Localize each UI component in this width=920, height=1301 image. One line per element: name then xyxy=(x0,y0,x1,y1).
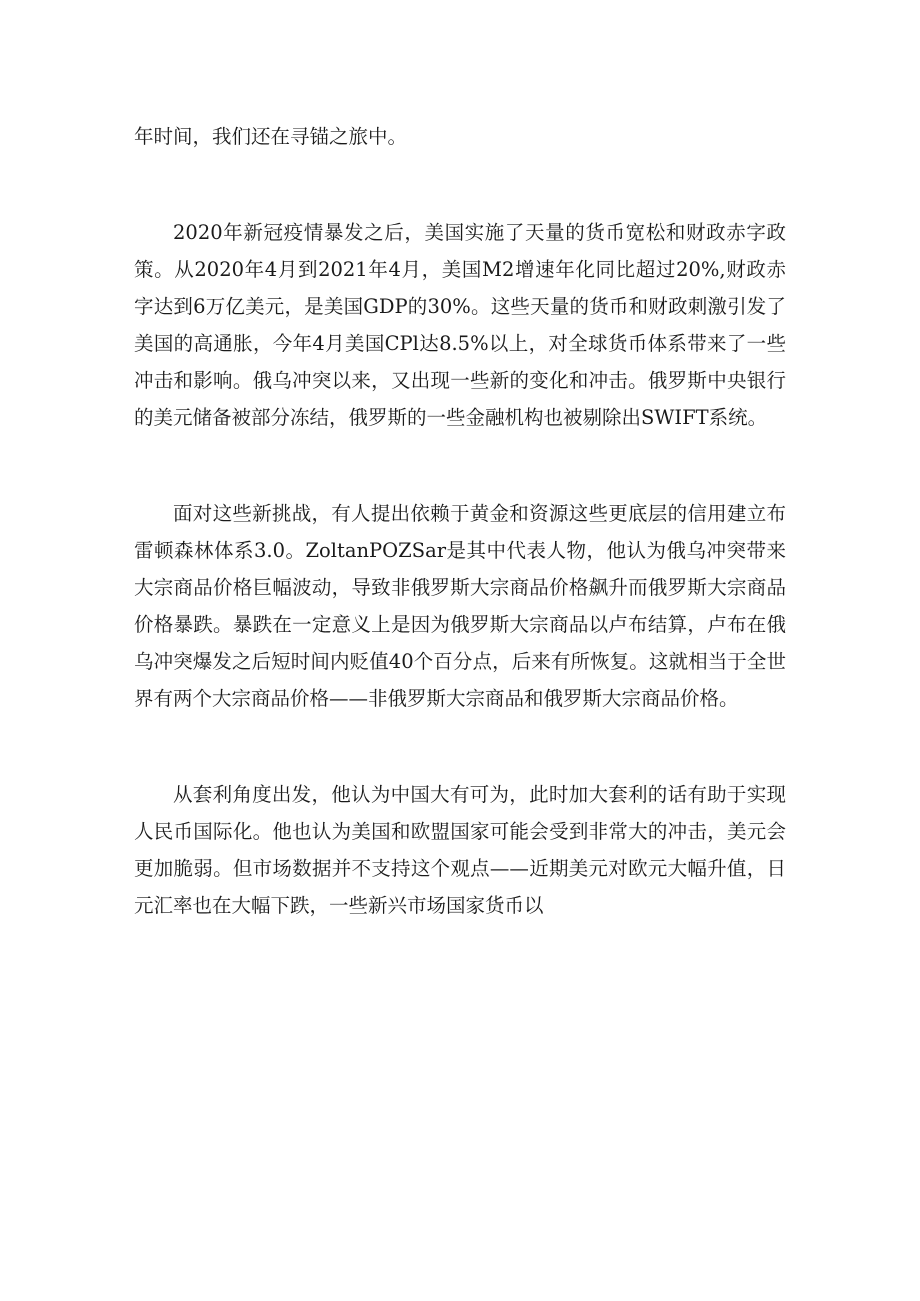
paragraph-3: 面对这些新挑战，有人提出依赖于黄金和资源这些更底层的信用建立布雷顿森林体系3.0。ZoltanPOZSar是其中代表人物，他认为俄乌冲突带来大宗商品价格巨幅波动，导致非俄罗斯大宗商品价格飙升而俄罗斯大宗商品价格暴跌。暴跌在一定意义上是因为俄罗斯大宗商品以卢布结算，卢布在俄乌冲突爆发之后短时间内贬值40个百分点，后来有所恢复。这就相当于全世界有两个大宗商品价格——非俄罗斯大宗商品和俄罗斯大宗商品价格。 xyxy=(134,502,786,710)
paragraph-1: 年时间，我们还在寻锚之旅中。 xyxy=(134,125,408,148)
document-body xyxy=(134,118,786,924)
paragraph-2: 2020年新冠疫情暴发之后，美国实施了天量的货币宽松和财政赤字政策。从2020年4月到2021年4月，美国M2增速年化同比超过20%,财政赤字达到6万亿美元，是美国GDP的30%。这些天量的货币和财政刺激引发了美国的高通胀，今年4月美国CPl达8.5%以上，对全球货币体系带来了一些冲击和影响。俄乌冲突以来，又出现一些新的变化和冲击。俄罗斯中央银行的美元储备被部分冻结，俄罗斯的一些金融机构也被剔除出SWIFT系统。 xyxy=(134,221,786,429)
paragraph-4: 从套利角度出发，他认为中国大有可为，此时加大套利的话有助于实现人民币国际化。他也认为美国和欧盟国家可能会受到非常大的冲击，美元会更加脆弱。但市场数据并不支持这个观点——近期美元对欧元大幅升值，日元汇率也在大幅下跌，一些新兴市场国家货币以 xyxy=(134,783,786,917)
